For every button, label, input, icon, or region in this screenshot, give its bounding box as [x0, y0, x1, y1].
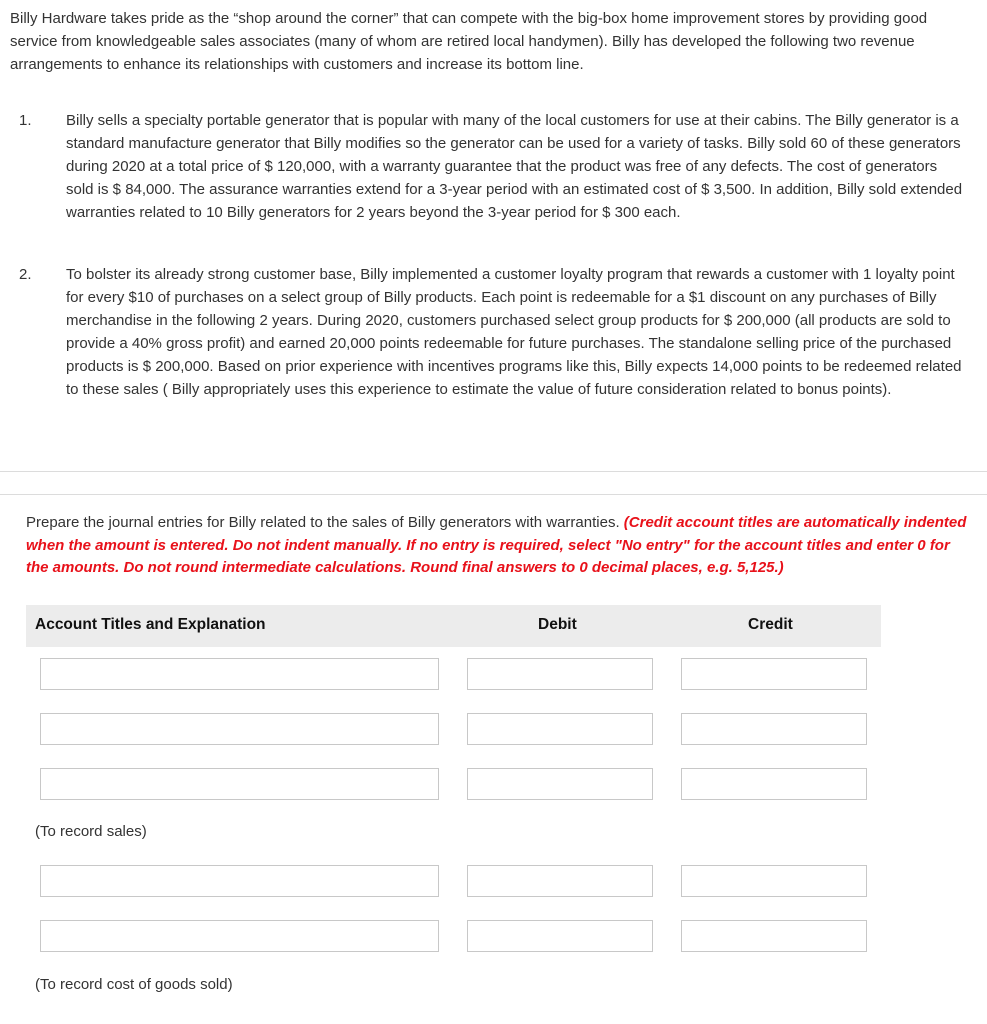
instructions-main: Prepare the journal entries for Billy related to the sales of Billy generators with warranties. [26, 514, 620, 531]
item-text: To bolster its already strong customer base, Billy implemented a customer loyalty program that rewards a customer with 1 loyalty point for every $10 of purchases on a select group of Billy products. Each point is redeemable for a $1 discount on any purchases of Billy merchandise in the following 2 years. During 2020, customers purchased select group products for $ 200,000 (all products are sold to provide a 40% gross profit) and earned 20,000 points redeemable for future purchases. The standalone selling price of the purchased products is $ 200,000. Based on prior experience with incentives programs like this, Billy expects 14,000 points to be redeemed related to these sales ( Billy appropriately uses this experience to estimate the value of future consideration related to bonus points). [66, 266, 962, 398]
credit-input[interactable] [681, 865, 867, 897]
credit-input[interactable] [681, 658, 867, 690]
item-text: Billy sells a specialty portable generator that is popular with many of the local customers for use at their cabins. The Billy generator is a standard manufacture generator that Billy modifies so the generator can be used for a variety of tasks. Billy sold 60 of these generators during 2020 at a total price of $ 120,000, with a warranty guarantee that the product was free of any defects. The cost of generators sold is $ 84,000. The assurance warranties extend for a 3-year period with an estimated cost of $ 3,500. In addition, Billy sold extended warranties related to 10 Billy generators for 2 years beyond the 3-year period for $ 300 each. [66, 112, 963, 221]
account-title-input[interactable] [40, 658, 439, 690]
entry-explanation-cogs: (To record cost of goods sold) [35, 976, 233, 993]
debit-input[interactable] [467, 658, 653, 690]
instructions-note: (Credit account titles are automatically indented when the amount is entered. Do not indent manually. If no entry is required, select "No entry" for the account titles and enter 0 for the amounts. Do not round intermediate calculations. Round final answers to 0 decimal places, e.g. 5,125.) [26, 514, 967, 576]
column-header-debit: Debit [538, 616, 577, 633]
item-number: 1. [19, 112, 32, 129]
column-header-account: Account Titles and Explanation [35, 616, 266, 633]
column-header-credit: Credit [748, 616, 793, 633]
divider [0, 471, 987, 472]
intro-paragraph: Billy Hardware takes pride as the “shop around the corner” that can compete with the big-box home improvement stores by providing good service from knowledgeable sales associates (many of whom are retired local handymen). Billy has developed the following two revenue arrangements to enhance its relationships with customers and increase its bottom line. [10, 10, 928, 73]
entry-explanation-sales: (To record sales) [35, 823, 147, 840]
divider [0, 494, 987, 495]
credit-input[interactable] [681, 768, 867, 800]
debit-input[interactable] [467, 920, 653, 952]
journal-table-header [26, 605, 881, 647]
credit-input[interactable] [681, 713, 867, 745]
debit-input[interactable] [467, 768, 653, 800]
item-number: 2. [19, 266, 32, 283]
instructions [26, 512, 971, 580]
debit-input[interactable] [467, 865, 653, 897]
debit-input[interactable] [467, 713, 653, 745]
credit-input[interactable] [681, 920, 867, 952]
account-title-input[interactable] [40, 713, 439, 745]
account-title-input[interactable] [40, 865, 439, 897]
account-title-input[interactable] [40, 768, 439, 800]
account-title-input[interactable] [40, 920, 439, 952]
